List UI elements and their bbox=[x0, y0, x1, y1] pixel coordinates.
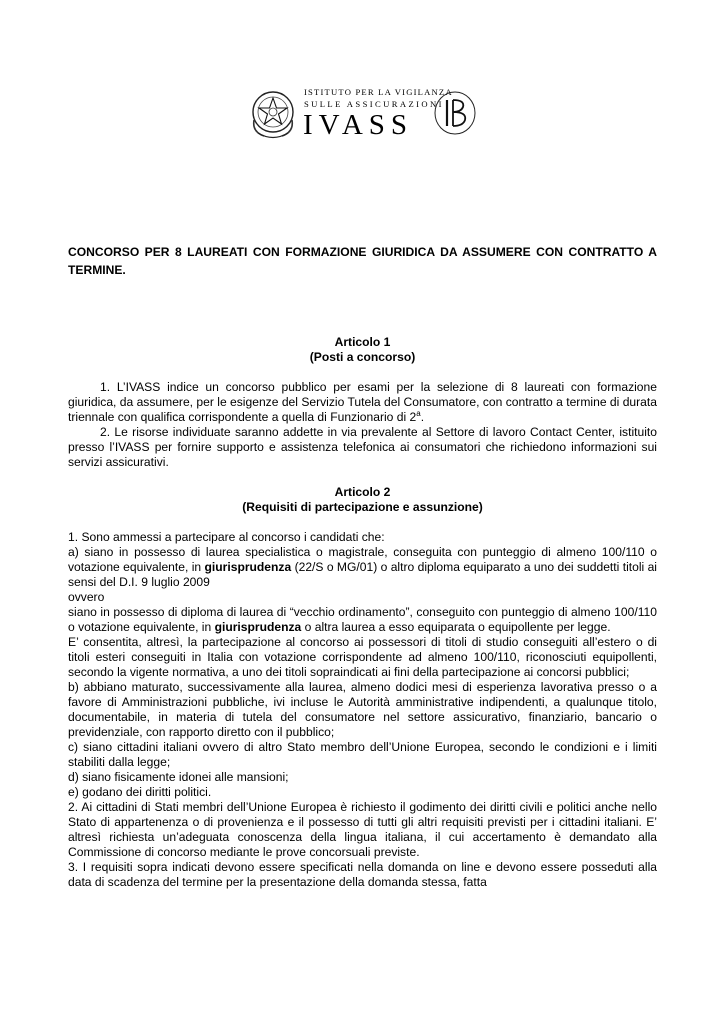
requirement-a: a) siano in possesso di laurea specialistica o magistrale, conseguita con punteggio di almeno 100/110 o votazione equivalente, in giurisprudenza (22/S o MG/01) o altro diploma equiparato a uno dei suddetti titoli ai sensi del D.I. 9 luglio 2009 bbox=[68, 545, 657, 589]
article-2-heading: Articolo 2 bbox=[334, 485, 391, 499]
document-body bbox=[68, 243, 657, 890]
logo-name: IVASS bbox=[303, 109, 414, 141]
logo-institute-line1: ISTITUTO PER LA VIGILANZA bbox=[304, 87, 453, 97]
article-2-paragraph-2: 2. Ai cittadini di Stati membri dell’Unione Europea è richiesto il godimento dei diritti civili e politici anche nello Stato di appartenenza o di provenienza e il possesso di tutti gli altri requisiti previsti per i cittadini italiani. E’ altresì richiesta un’adeguata conoscenza della lingua italiana, il cui accertamento è demandato alla Commissione di concorso mediante le prove concorsuali previste. bbox=[68, 800, 657, 859]
article-2-paragraph-3: 3. I requisiti sopra indicati devono essere specificati nella domanda on line e devono essere posseduti alla data di scadenza del termine per la presentazione della domanda stessa, fatta bbox=[68, 860, 657, 889]
requirement-e: e) godano dei diritti politici. bbox=[68, 785, 212, 799]
article-2-paragraph-1: 1. Sono ammessi a partecipare al concorso i candidati che: bbox=[68, 530, 385, 544]
ib-monogram-icon bbox=[433, 90, 477, 136]
foreign-titles-paragraph: E’ consentita, altresì, la partecipazione al concorso ai possessori di titoli di studio conseguiti all’estero o di titoli esteri conseguiti in Italia con votazione corrispondente ad almeno 100/110, riconosciuti equipollenti, secondo la vigente normativa, a uno dei titoli sopraindicati ai fini della partecipazione ai concorsi pubblici; bbox=[68, 635, 657, 679]
article-1-subheading: (Posti a concorso) bbox=[309, 350, 416, 364]
ovvero-text: ovvero bbox=[68, 590, 105, 604]
requirement-b: b) abbiano maturato, successivamente alla laurea, almeno dodici mesi di esperienza lavorativa presso o a favore di Amministrazioni pubbliche, ivi incluse le Autorità amministrative indipendenti, a qualunque titolo, documentabile, in materia di tutela del consumatore nel settore assicurativo, finanziario, bancario o previdenziale, con rapporto diretto con il pubblico; bbox=[68, 680, 657, 739]
article-1-paragraph-2: 2. Le risorse individuate saranno addette in via prevalente al Settore di lavoro Contact Center, istituito presso l’IVASS per fornire supporto e assistenza telefonica ai consumatori che richiedono informazioni sui servizi assicurativi. bbox=[68, 425, 657, 469]
logo-institute-line2: SULLE ASSICURAZIONI bbox=[304, 99, 444, 109]
ivass-logo bbox=[248, 84, 478, 142]
article-1-heading: Articolo 1 bbox=[334, 335, 391, 349]
italian-republic-emblem-icon bbox=[248, 86, 298, 140]
document-title: CONCORSO PER 8 LAUREATI CON FORMAZIONE GIURIDICA DA ASSUMERE CON CONTRATTO A TERMINE. bbox=[68, 245, 657, 277]
article-2-subheading: (Requisiti di partecipazione e assunzione) bbox=[242, 500, 483, 514]
requirement-d: d) siano fisicamente idonei alle mansioni; bbox=[68, 770, 289, 784]
article-1-paragraph-1: 1. L’IVASS indice un concorso pubblico per esami per la selezione di 8 laureati con formazione giuridica, da assumere, per le esigenze del Servizio Tutela del Consumatore, con contratto a termine di durata triennale con qualifica corrispondente a quella di Funzionario di 2$^a$. bbox=[68, 380, 657, 424]
requirement-a-alternative: siano in possesso di diploma di laurea di “vecchio ordinamento”, conseguito con punteggio di almeno 100/110 o votazione equivalente, in giurisprudenza o altra laurea a esso equiparata o equipollente per legge. bbox=[68, 605, 657, 634]
requirement-c: c) siano cittadini italiani ovvero di altro Stato membro dell’Unione Europea, secondo le condizioni e i limiti stabiliti dalla legge; bbox=[68, 740, 657, 769]
